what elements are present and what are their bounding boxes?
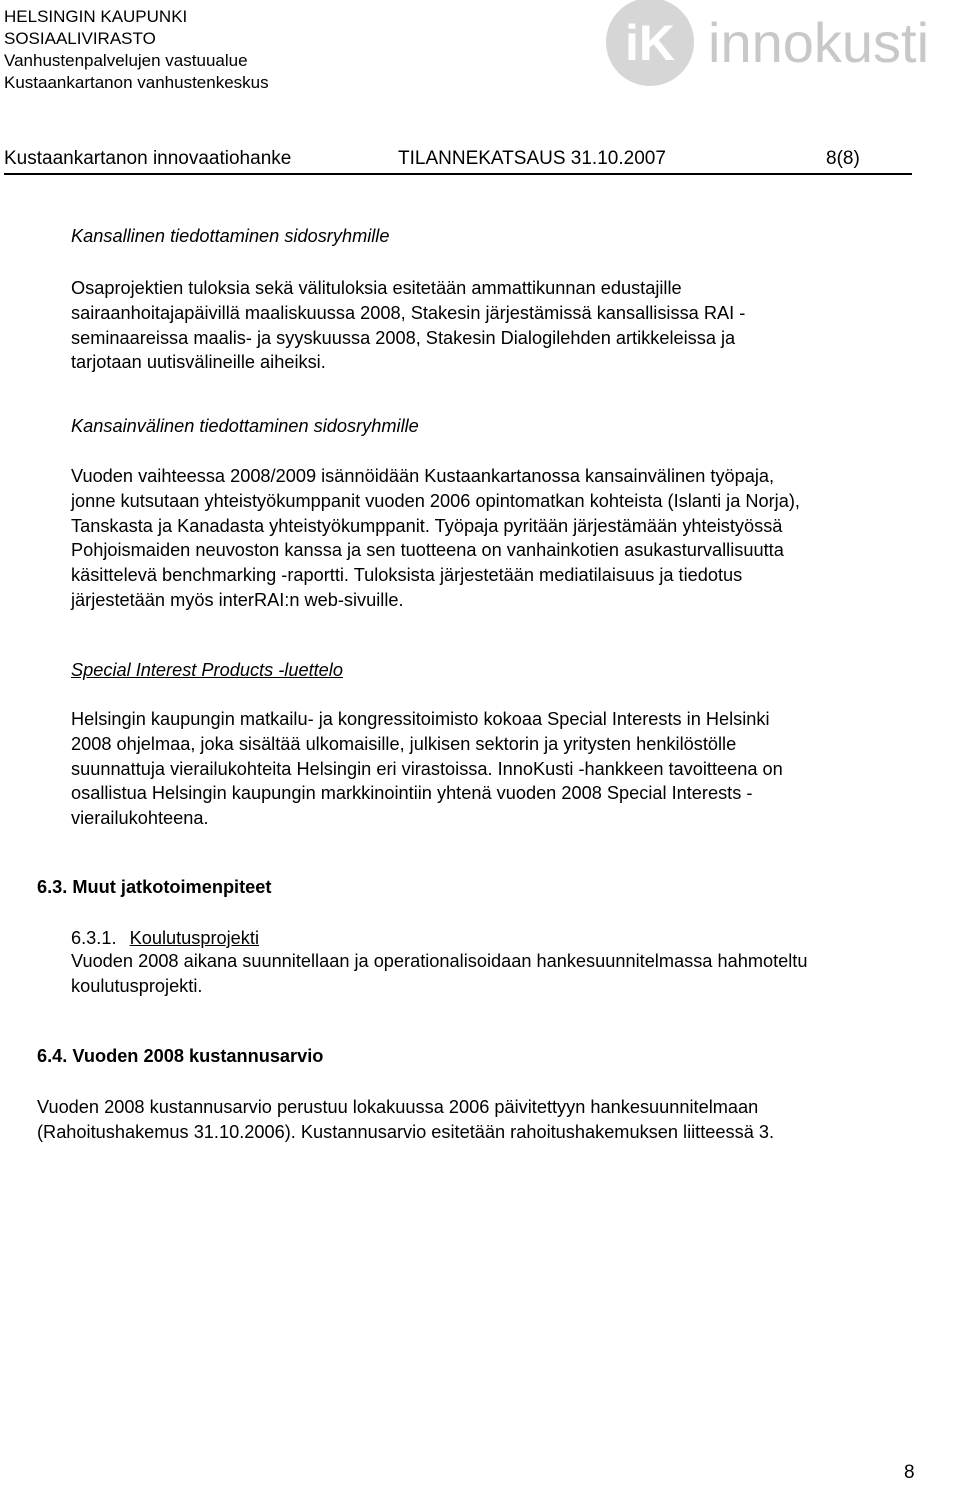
running-header bbox=[4, 148, 912, 176]
paragraph-budget: Vuoden 2008 kustannusarvio perustuu lokakuussa 2006 päivitettyyn hankesuunnitelmaan (Rahoitushakemus 31.10.2006). Kustannusarvio esitetään rahoitushakemuksen liitteessä 3. bbox=[37, 1097, 775, 1142]
heading-6-3 bbox=[37, 875, 271, 900]
section-title-special-interest: Special Interest Products -luettelo bbox=[71, 660, 343, 680]
heading-6-4-title: Vuoden 2008 kustannusarvio bbox=[72, 1046, 324, 1066]
paragraph-international: Vuoden vaihteessa 2008/2009 isännöidään Kustaankartanossa kansainvälinen työpaja, jonne kutsutaan yhteistyökumppanit vuoden 2006 opintomatkan kohteista (Islanti ja Norja), Tanskasta ja Kanadasta yhteistyökumppanit. Työpaja pyritään järjestämään yhteistyössä Pohjoismaiden neuvoston kanssa ja sen tuotteena on vanhainkotien asukasturvallisuutta käsittelevä benchmarking -raportti. Tuloksista järjestetään mediatilaisuus ja tiedotus järjestetään myös interRAI:n web-sivuille. bbox=[71, 466, 800, 610]
project-name: Kustaankartanon innovaatiohanke bbox=[4, 148, 292, 169]
heading-6-3-title: Muut jatkotoimenpiteet bbox=[72, 877, 272, 897]
heading-6-4-number: 6.4. bbox=[37, 1046, 68, 1066]
logo-wordmark: innokusti bbox=[708, 11, 930, 74]
header-divider bbox=[4, 173, 912, 175]
subheading-6-3-1-title: Koulutusprojekti bbox=[129, 928, 259, 948]
subheading-6-3-1 bbox=[71, 926, 259, 951]
org-line-centre: Kustaankartanon vanhustenkeskus bbox=[4, 73, 269, 92]
paragraph-national: Osaprojektien tuloksia sekä välituloksia esitetään ammattikunnan edustajille sairaanhoitajapäivillä maaliskuussa 2008, Stakesin järjestämissä kansallisissa RAI - seminaareissa maalis- ja syyskuussa 2008, Stakesin Dialogilehden artikkeleissa ja tarjotaan uutisvälineille aiheiksi. bbox=[71, 278, 746, 373]
footer-page-number: 8 bbox=[904, 1462, 915, 1483]
org-line-unit: Vanhustenpalvelujen vastuualue bbox=[4, 51, 248, 70]
paragraph-special-interest: Helsingin kaupungin matkailu- ja kongressitoimisto kokoaa Special Interests in Helsinki 2008 ohjelmaa, joka sisältää ulkomaisille, julkisen sektorin ja yritysten henkilöstölle suunnattuja vierailukohteita Helsingin eri virastoissa. InnoKusti -hankkeen tavoitteena on osallistua Helsingin kaupungin markkinointiin yhtenä vuoden 2008 Special Interests - vierailukohteena. bbox=[71, 709, 783, 829]
logo-monogram: iK bbox=[625, 15, 675, 71]
heading-6-3-number: 6.3. bbox=[37, 877, 68, 897]
org-line-agency: SOSIAALIVIRASTO bbox=[4, 29, 156, 48]
section-title-international: Kansainvälinen tiedottaminen sidosryhmille bbox=[71, 416, 419, 436]
report-title: TILANNEKATSAUS 31.10.2007 bbox=[398, 148, 666, 169]
innokusti-logo bbox=[600, 0, 960, 90]
section-title-national: Kansallinen tiedottaminen sidosryhmille bbox=[71, 226, 390, 246]
org-line-city: HELSINGIN KAUPUNKI bbox=[4, 7, 188, 26]
subheading-6-3-1-number: 6.3.1. bbox=[71, 928, 117, 948]
organisation-block bbox=[4, 6, 269, 94]
page-indicator: 8(8) bbox=[826, 148, 860, 169]
heading-6-4 bbox=[37, 1044, 323, 1069]
paragraph-training-project: Vuoden 2008 aikana suunnitellaan ja operationalisoidaan hankesuunnitelmassa hahmoteltu koulutusprojekti. bbox=[71, 951, 808, 996]
